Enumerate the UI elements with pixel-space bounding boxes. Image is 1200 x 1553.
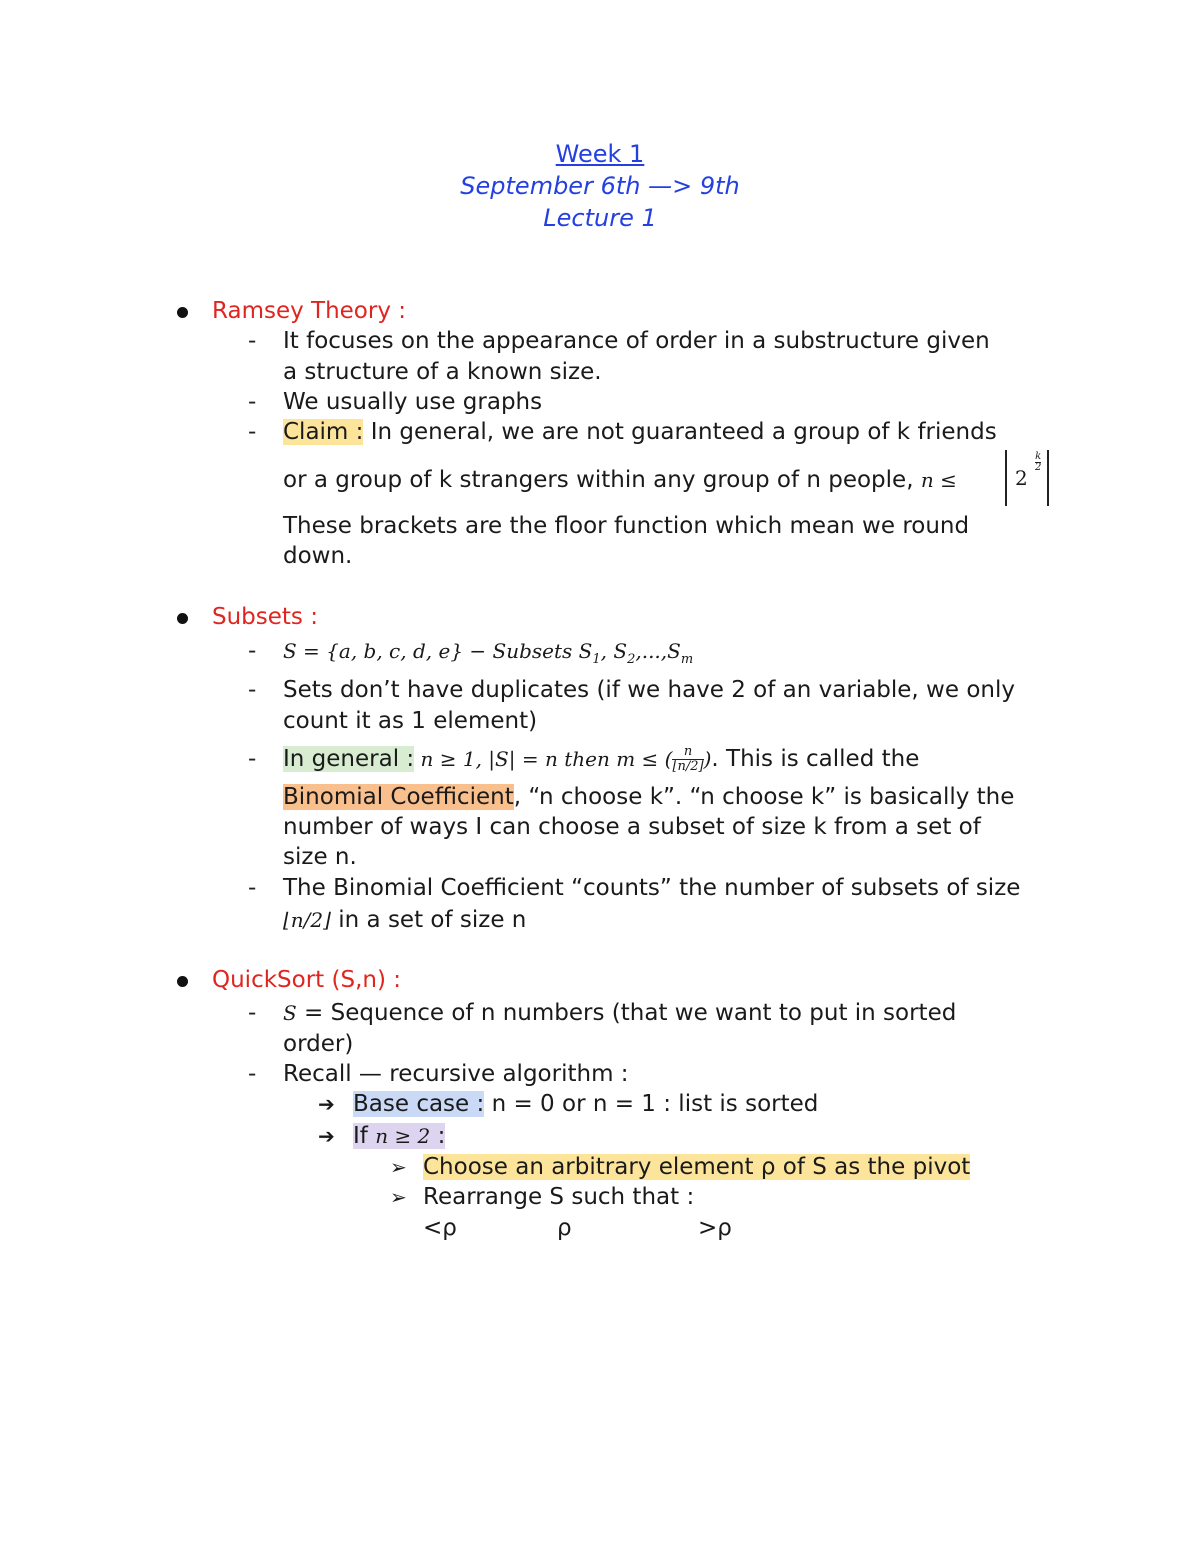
general-label: In general :	[283, 746, 415, 772]
item1-math: S	[283, 1001, 297, 1025]
floor-exp-den: 2	[1035, 462, 1042, 473]
subsets-item4-line2	[283, 905, 526, 935]
choose-pivot-row	[423, 1152, 970, 1182]
dash-marker: -	[248, 419, 257, 445]
arrow-icon: ➔	[318, 1092, 335, 1116]
sep-2: ,...,S	[635, 639, 681, 663]
subsets-item4-line1: The Binomial Coefficient “counts” the number of subsets of size	[283, 875, 1021, 901]
binomial-line3: size n.	[283, 844, 357, 870]
dash-marker: -	[248, 875, 257, 901]
sub-m: m	[680, 652, 694, 667]
ramsey-claim	[283, 417, 997, 447]
sub-1: 1	[592, 652, 601, 667]
greater-than-pivot: >ρ	[698, 1215, 732, 1241]
lecture-title: Lecture 1	[543, 204, 657, 232]
general-text: . This is called the	[711, 746, 920, 772]
bullet-icon	[177, 613, 188, 624]
if-label: If	[353, 1123, 376, 1149]
dash-marker: -	[248, 389, 257, 415]
set-math: S = {a, b, c, d, e} − Subsets S	[283, 639, 593, 663]
claim-line2: or a group of k strangers within any group of n people,	[283, 467, 914, 493]
ramsey-note-line1: These brackets are the floor function which mean we round	[283, 513, 970, 539]
item4-math: ⌊n/2⌋	[283, 908, 331, 932]
if-math: n ≥ 2	[375, 1124, 431, 1148]
claim-line2-row	[283, 465, 957, 495]
pivot: ρ	[557, 1215, 572, 1241]
binomial-label: Binomial Coefficient	[283, 784, 514, 810]
binomial-line1	[283, 782, 1014, 812]
triangle-icon: ➢	[390, 1155, 407, 1179]
dash-marker: -	[248, 677, 257, 703]
if-row	[353, 1121, 445, 1151]
frac-den: ⌊n/2⌋	[672, 759, 704, 774]
base-case-label: Base case :	[353, 1091, 485, 1117]
if-end: :	[430, 1123, 446, 1149]
binomial-fraction	[672, 745, 703, 774]
ramsey-note-line2: down.	[283, 543, 353, 569]
subsets-item2-line2: count it as 1 element)	[283, 708, 538, 734]
choose-pivot: Choose an arbitrary element ρ of S as the pivot	[423, 1154, 971, 1180]
dash-marker: -	[248, 1000, 257, 1026]
dash-marker: -	[248, 746, 257, 772]
item4-rest: in a set of size n	[330, 907, 527, 933]
subsets-item2-line1: Sets don’t have duplicates (if we have 2 of an variable, we only	[283, 677, 1015, 703]
frac-num: n	[672, 745, 703, 760]
binomial-line2: number of ways I can choose a subset of size k from a set of	[283, 814, 981, 840]
ramsey-item2: We usually use graphs	[283, 389, 543, 415]
general-math: n ≥ 1, |S| = n then m ≤ (	[414, 747, 673, 771]
quicksort-item1-line2: order)	[283, 1031, 354, 1057]
ramsey-item1-line2: a structure of a known size.	[283, 359, 602, 385]
rearrange-text: Rearrange S such that :	[423, 1184, 695, 1210]
ramsey-item1-line1: It focuses on the appearance of order in a substructure given	[283, 328, 990, 354]
dash-marker: -	[248, 638, 257, 664]
section-title-ramsey: Ramsey Theory :	[212, 298, 407, 324]
week-title: Week 1	[555, 140, 645, 168]
subsets-set-math	[283, 636, 693, 675]
arrow-icon: ➔	[318, 1124, 335, 1148]
claim-label: Claim :	[283, 419, 364, 445]
base-case-rest: n = 0 or n = 1 : list is sorted	[484, 1091, 819, 1117]
floor-exponent	[1035, 452, 1041, 473]
section-title-quicksort: QuickSort (S,n) :	[212, 967, 401, 993]
binomial-rest: , “n choose k”. “n choose k” is basically the	[513, 784, 1015, 810]
date-range: September 6th —> 9th	[460, 172, 740, 200]
subsets-general	[283, 744, 919, 774]
bullet-icon	[177, 307, 188, 318]
less-than-pivot: <ρ	[423, 1215, 457, 1241]
sub-2: 2	[627, 652, 636, 667]
page-header	[0, 138, 1200, 234]
if-highlight	[353, 1123, 445, 1149]
triangle-icon: ➢	[390, 1185, 407, 1209]
claim-math: n ≤	[920, 468, 957, 492]
quicksort-item1-line1	[283, 998, 956, 1028]
floor-expression	[1005, 450, 1049, 506]
base-case-row	[353, 1089, 818, 1119]
bullet-icon	[177, 976, 188, 987]
floor-exp-num: k	[1035, 451, 1042, 462]
dash-marker: -	[248, 1061, 257, 1087]
general-math-end: )	[703, 747, 712, 771]
floor-base: 2	[1015, 466, 1028, 490]
section-title-subsets: Subsets :	[212, 604, 318, 630]
dash-marker: -	[248, 328, 257, 354]
quicksort-item2: Recall — recursive algorithm :	[283, 1061, 629, 1087]
item1-text: = Sequence of n numbers (that we want to put in sorted	[296, 1000, 957, 1026]
sep-1: , S	[600, 639, 628, 663]
claim-line1: In general, we are not guaranteed a group of k friends	[363, 419, 997, 445]
